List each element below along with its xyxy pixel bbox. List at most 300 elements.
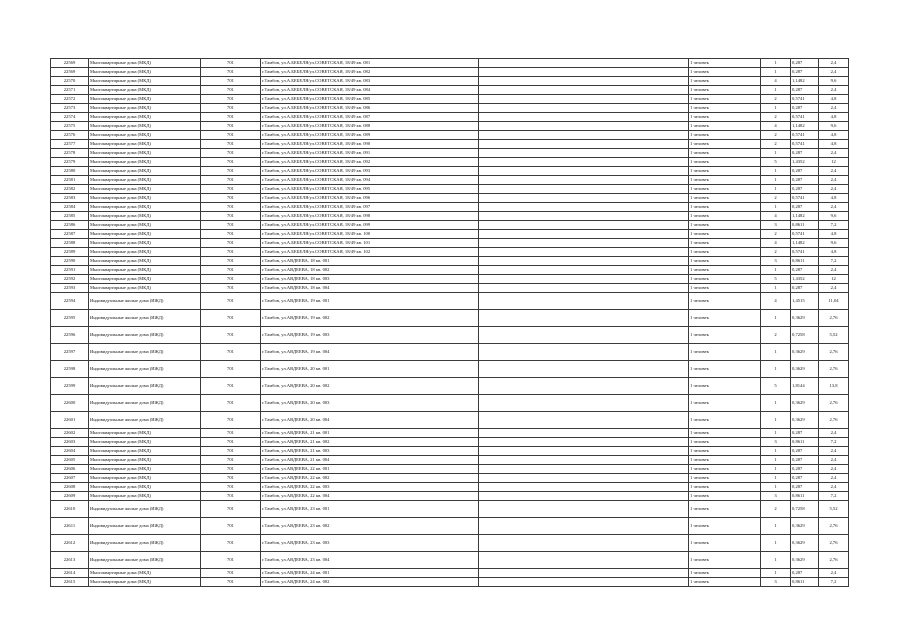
volume-cell: 2,4: [819, 429, 849, 438]
empty-cell: [479, 344, 689, 361]
code-cell: 701: [201, 248, 261, 257]
housing-type-cell: Многоквартирные дома (МКД): [89, 248, 201, 257]
row-id-cell: 22610: [51, 501, 89, 518]
volume-cell: 2,4: [819, 447, 849, 456]
empty-cell: [479, 185, 689, 194]
quantity-cell: 2: [761, 131, 791, 140]
row-id-cell: 22576: [51, 131, 89, 140]
housing-type-cell: Многоквартирные дома (МКД): [89, 104, 201, 113]
table-row: [51, 438, 849, 447]
address-cell: г.Тамбов, ул.А.БЕБЕЛЯ/ул.СОВЕТСКАЯ, 18/49 кв. 093: [261, 167, 479, 176]
unit-cell: 1 человек: [689, 275, 761, 284]
code-cell: 701: [201, 104, 261, 113]
housing-type-cell: Многоквартирные дома (МКД): [89, 158, 201, 167]
table-row: [51, 158, 849, 167]
norm-cell: 0,287: [791, 266, 819, 275]
norm-cell: 1,4352: [791, 158, 819, 167]
row-id-cell: 22608: [51, 483, 89, 492]
unit-cell: 1 человек: [689, 456, 761, 465]
norm-cell: 0,287: [791, 465, 819, 474]
housing-type-cell: Многоквартирные дома (МКД): [89, 275, 201, 284]
volume-cell: 4,8: [819, 248, 849, 257]
code-cell: 701: [201, 438, 261, 447]
empty-cell: [479, 149, 689, 158]
address-cell: г.Тамбов, ул.А.БЕБЕЛЯ/ул.СОВЕТСКАЯ, 18/49 кв. 086: [261, 104, 479, 113]
code-cell: 701: [201, 230, 261, 239]
empty-cell: [479, 239, 689, 248]
volume-cell: 9,6: [819, 122, 849, 131]
address-cell: г.Тамбов, ул.А.БЕБЕЛЯ/ул.СОВЕТСКАЯ, 18/49 кв. 089: [261, 131, 479, 140]
empty-cell: [479, 68, 689, 77]
row-id-cell: 22580: [51, 167, 89, 176]
volume-cell: 13,8: [819, 378, 849, 395]
table-row: [51, 501, 849, 518]
norm-cell: 0,287: [791, 176, 819, 185]
unit-cell: 1 человек: [689, 194, 761, 203]
code-cell: 701: [201, 176, 261, 185]
table-row: [51, 474, 849, 483]
unit-cell: 1 человек: [689, 361, 761, 378]
table-row: [51, 104, 849, 113]
row-id-cell: 22605: [51, 456, 89, 465]
unit-cell: 1 человек: [689, 95, 761, 104]
housing-type-cell: Многоквартирные дома (МКД): [89, 77, 201, 86]
empty-cell: [479, 492, 689, 501]
volume-cell: 2,4: [819, 149, 849, 158]
address-cell: г.Тамбов, ул.АВДЕЕВА, 23 кв. 003: [261, 535, 479, 552]
table-row: [51, 77, 849, 86]
volume-cell: 7,2: [819, 492, 849, 501]
unit-cell: 1 человек: [689, 113, 761, 122]
row-id-cell: 22589: [51, 248, 89, 257]
address-cell: г.Тамбов, ул.А.БЕБЕЛЯ/ул.СОВЕТСКАЯ, 18/49 кв. 084: [261, 86, 479, 95]
volume-cell: 4,8: [819, 140, 849, 149]
volume-cell: 9,6: [819, 212, 849, 221]
empty-cell: [479, 438, 689, 447]
table-row: [51, 465, 849, 474]
unit-cell: 1 человек: [689, 131, 761, 140]
address-cell: г.Тамбов, ул.А.БЕБЕЛЯ/ул.СОВЕТСКАЯ, 18/49 кв. 095: [261, 185, 479, 194]
housing-type-cell: Индивидуальные жилые дома (ИЖД): [89, 535, 201, 552]
norm-cell: 0,287: [791, 167, 819, 176]
address-cell: г.Тамбов, ул.АВДЕЕВА, 19 кв. 001: [261, 293, 479, 310]
code-cell: 701: [201, 578, 261, 587]
quantity-cell: 1: [761, 456, 791, 465]
code-cell: 701: [201, 395, 261, 412]
code-cell: 701: [201, 569, 261, 578]
empty-cell: [479, 86, 689, 95]
code-cell: 701: [201, 59, 261, 68]
volume-cell: 2,4: [819, 284, 849, 293]
quantity-cell: 1: [761, 395, 791, 412]
norm-cell: 0,3629: [791, 395, 819, 412]
housing-type-cell: Многоквартирные дома (МКД): [89, 456, 201, 465]
code-cell: 701: [201, 95, 261, 104]
row-id-cell: 22581: [51, 176, 89, 185]
quantity-cell: 1: [761, 412, 791, 429]
norm-cell: 0,3629: [791, 310, 819, 327]
row-id-cell: 22584: [51, 203, 89, 212]
code-cell: 701: [201, 275, 261, 284]
row-id-cell: 22572: [51, 95, 89, 104]
quantity-cell: 2: [761, 248, 791, 257]
table-row: [51, 185, 849, 194]
table-row: [51, 257, 849, 266]
empty-cell: [479, 569, 689, 578]
code-cell: 701: [201, 212, 261, 221]
table-row: [51, 310, 849, 327]
address-cell: г.Тамбов, ул.АВДЕЕВА, 23 кв. 004: [261, 552, 479, 569]
address-cell: г.Тамбов, ул.А.БЕБЕЛЯ/ул.СОВЕТСКАЯ, 18/49 кв. 092: [261, 158, 479, 167]
norm-cell: 1,1482: [791, 239, 819, 248]
housing-type-cell: Многоквартирные дома (МКД): [89, 266, 201, 275]
volume-cell: 4,8: [819, 113, 849, 122]
empty-cell: [479, 518, 689, 535]
quantity-cell: 3: [761, 438, 791, 447]
code-cell: 701: [201, 77, 261, 86]
unit-cell: 1 человек: [689, 412, 761, 429]
volume-cell: 2,4: [819, 203, 849, 212]
housing-type-cell: Многоквартирные дома (МКД): [89, 257, 201, 266]
quantity-cell: 1: [761, 149, 791, 158]
empty-cell: [479, 483, 689, 492]
row-id-cell: 22596: [51, 327, 89, 344]
volume-cell: 7,2: [819, 578, 849, 587]
norm-cell: 0,287: [791, 429, 819, 438]
volume-cell: 2,4: [819, 176, 849, 185]
row-id-cell: 22592: [51, 275, 89, 284]
quantity-cell: 1: [761, 518, 791, 535]
housing-type-cell: Многоквартирные дома (МКД): [89, 569, 201, 578]
code-cell: 701: [201, 122, 261, 131]
norm-cell: 0,7258: [791, 327, 819, 344]
quantity-cell: 2: [761, 113, 791, 122]
address-cell: г.Тамбов, ул.АВДЕЕВА, 20 кв. 003: [261, 395, 479, 412]
quantity-cell: 1: [761, 552, 791, 569]
records-table: [50, 58, 849, 587]
norm-cell: 1,1482: [791, 122, 819, 131]
volume-cell: 2,4: [819, 185, 849, 194]
row-id-cell: 22591: [51, 266, 89, 275]
row-id-cell: 22602: [51, 429, 89, 438]
table-row: [51, 248, 849, 257]
empty-cell: [479, 535, 689, 552]
table-row: [51, 131, 849, 140]
quantity-cell: 4: [761, 77, 791, 86]
address-cell: г.Тамбов, ул.АВДЕЕВА, 22 кв. 001: [261, 465, 479, 474]
volume-cell: 2,76: [819, 535, 849, 552]
code-cell: 701: [201, 310, 261, 327]
unit-cell: 1 человек: [689, 492, 761, 501]
table-row: [51, 95, 849, 104]
address-cell: г.Тамбов, ул.А.БЕБЕЛЯ/ул.СОВЕТСКАЯ, 18/49 кв. 081: [261, 59, 479, 68]
unit-cell: 1 человек: [689, 293, 761, 310]
volume-cell: 4,8: [819, 95, 849, 104]
table-row: [51, 167, 849, 176]
unit-cell: 1 человек: [689, 257, 761, 266]
empty-cell: [479, 203, 689, 212]
unit-cell: 1 человек: [689, 176, 761, 185]
table-row: [51, 293, 849, 310]
empty-cell: [479, 77, 689, 86]
volume-cell: 12: [819, 158, 849, 167]
address-cell: г.Тамбов, ул.АВДЕЕВА, 21 кв. 004: [261, 456, 479, 465]
volume-cell: 4,8: [819, 131, 849, 140]
quantity-cell: 3: [761, 221, 791, 230]
row-id-cell: 22611: [51, 518, 89, 535]
code-cell: 701: [201, 293, 261, 310]
housing-type-cell: Многоквартирные дома (МКД): [89, 68, 201, 77]
quantity-cell: 1: [761, 59, 791, 68]
empty-cell: [479, 122, 689, 131]
housing-type-cell: Многоквартирные дома (МКД): [89, 140, 201, 149]
table-row: [51, 344, 849, 361]
housing-type-cell: Многоквартирные дома (МКД): [89, 230, 201, 239]
address-cell: г.Тамбов, ул.АВДЕЕВА, 20 кв. 001: [261, 361, 479, 378]
volume-cell: 2,4: [819, 465, 849, 474]
volume-cell: 5,52: [819, 501, 849, 518]
housing-type-cell: Многоквартирные дома (МКД): [89, 194, 201, 203]
quantity-cell: 1: [761, 483, 791, 492]
volume-cell: 4,8: [819, 230, 849, 239]
volume-cell: 7,2: [819, 438, 849, 447]
quantity-cell: 1: [761, 535, 791, 552]
housing-type-cell: Многоквартирные дома (МКД): [89, 203, 201, 212]
code-cell: 701: [201, 221, 261, 230]
housing-type-cell: Многоквартирные дома (МКД): [89, 239, 201, 248]
norm-cell: 0,287: [791, 86, 819, 95]
address-cell: г.Тамбов, ул.АВДЕЕВА, 21 кв. 003: [261, 447, 479, 456]
empty-cell: [479, 447, 689, 456]
row-id-cell: 22578: [51, 149, 89, 158]
unit-cell: 1 человек: [689, 438, 761, 447]
table-row: [51, 429, 849, 438]
table-row: [51, 483, 849, 492]
code-cell: 701: [201, 140, 261, 149]
unit-cell: 1 человек: [689, 212, 761, 221]
volume-cell: 7,2: [819, 221, 849, 230]
housing-type-cell: Многоквартирные дома (МКД): [89, 113, 201, 122]
empty-cell: [479, 395, 689, 412]
empty-cell: [479, 167, 689, 176]
norm-cell: 0,287: [791, 104, 819, 113]
norm-cell: 0,8611: [791, 257, 819, 266]
empty-cell: [479, 113, 689, 122]
empty-cell: [479, 429, 689, 438]
quantity-cell: 1: [761, 266, 791, 275]
volume-cell: 2,4: [819, 86, 849, 95]
table-row: [51, 149, 849, 158]
empty-cell: [479, 578, 689, 587]
norm-cell: 1,4352: [791, 275, 819, 284]
volume-cell: 2,4: [819, 59, 849, 68]
quantity-cell: 1: [761, 310, 791, 327]
address-cell: г.Тамбов, ул.А.БЕБЕЛЯ/ул.СОВЕТСКАЯ, 18/49 кв. 099: [261, 221, 479, 230]
table-row: [51, 275, 849, 284]
norm-cell: 0,5741: [791, 113, 819, 122]
address-cell: г.Тамбов, ул.А.БЕБЕЛЯ/ул.СОВЕТСКАЯ, 18/49 кв. 082: [261, 68, 479, 77]
housing-type-cell: Индивидуальные жилые дома (ИЖД): [89, 361, 201, 378]
quantity-cell: 1: [761, 68, 791, 77]
empty-cell: [479, 501, 689, 518]
code-cell: 701: [201, 239, 261, 248]
unit-cell: 1 человек: [689, 569, 761, 578]
table-row: [51, 212, 849, 221]
norm-cell: 0,287: [791, 284, 819, 293]
code-cell: 701: [201, 552, 261, 569]
housing-type-cell: Индивидуальные жилые дома (ИЖД): [89, 501, 201, 518]
norm-cell: 0,3629: [791, 361, 819, 378]
quantity-cell: 3: [761, 492, 791, 501]
records-table-body: [51, 59, 849, 587]
address-cell: г.Тамбов, ул.АВДЕЕВА, 23 кв. 002: [261, 518, 479, 535]
unit-cell: 1 человек: [689, 535, 761, 552]
empty-cell: [479, 552, 689, 569]
norm-cell: 0,287: [791, 59, 819, 68]
code-cell: 701: [201, 68, 261, 77]
volume-cell: 2,4: [819, 483, 849, 492]
quantity-cell: 1: [761, 284, 791, 293]
row-id-cell: 22571: [51, 86, 89, 95]
address-cell: г.Тамбов, ул.АВДЕЕВА, 22 кв. 004: [261, 492, 479, 501]
empty-cell: [479, 293, 689, 310]
unit-cell: 1 человек: [689, 221, 761, 230]
quantity-cell: 1: [761, 465, 791, 474]
table-row: [51, 194, 849, 203]
quantity-cell: 2: [761, 501, 791, 518]
row-id-cell: 22569: [51, 68, 89, 77]
unit-cell: 1 человек: [689, 158, 761, 167]
volume-cell: 2,4: [819, 68, 849, 77]
row-id-cell: 22615: [51, 578, 89, 587]
code-cell: 701: [201, 284, 261, 293]
address-cell: г.Тамбов, ул.АВДЕЕВА, 19 кв. 003: [261, 327, 479, 344]
code-cell: 701: [201, 257, 261, 266]
address-cell: г.Тамбов, ул.АВДЕЕВА, 18 кв. 003: [261, 275, 479, 284]
housing-type-cell: Многоквартирные дома (МКД): [89, 429, 201, 438]
norm-cell: 0,287: [791, 185, 819, 194]
quantity-cell: 3: [761, 578, 791, 587]
row-id-cell: 22603: [51, 438, 89, 447]
row-id-cell: 22574: [51, 113, 89, 122]
unit-cell: 1 человек: [689, 284, 761, 293]
housing-type-cell: Многоквартирные дома (МКД): [89, 438, 201, 447]
table-row: [51, 378, 849, 395]
unit-cell: 1 человек: [689, 203, 761, 212]
unit-cell: 1 человек: [689, 104, 761, 113]
table-row: [51, 239, 849, 248]
address-cell: г.Тамбов, ул.А.БЕБЕЛЯ/ул.СОВЕТСКАЯ, 18/49 кв. 094: [261, 176, 479, 185]
empty-cell: [479, 248, 689, 257]
unit-cell: 1 человек: [689, 239, 761, 248]
unit-cell: 1 человек: [689, 578, 761, 587]
unit-cell: 1 человек: [689, 474, 761, 483]
empty-cell: [479, 230, 689, 239]
quantity-cell: 1: [761, 344, 791, 361]
norm-cell: 1,1482: [791, 77, 819, 86]
code-cell: 701: [201, 429, 261, 438]
housing-type-cell: Индивидуальные жилые дома (ИЖД): [89, 395, 201, 412]
volume-cell: 2,76: [819, 361, 849, 378]
volume-cell: 2,76: [819, 518, 849, 535]
volume-cell: 2,76: [819, 412, 849, 429]
table-row: [51, 122, 849, 131]
row-id-cell: 22597: [51, 344, 89, 361]
norm-cell: 0,3629: [791, 344, 819, 361]
row-id-cell: 22587: [51, 230, 89, 239]
volume-cell: 5,52: [819, 327, 849, 344]
norm-cell: 1,4515: [791, 293, 819, 310]
address-cell: г.Тамбов, ул.А.БЕБЕЛЯ/ул.СОВЕТСКАЯ, 18/49 кв. 096: [261, 194, 479, 203]
quantity-cell: 1: [761, 176, 791, 185]
housing-type-cell: Многоквартирные дома (МКД): [89, 447, 201, 456]
address-cell: г.Тамбов, ул.А.БЕБЕЛЯ/ул.СОВЕТСКАЯ, 18/49 кв. 097: [261, 203, 479, 212]
unit-cell: 1 человек: [689, 429, 761, 438]
norm-cell: 0,8611: [791, 492, 819, 501]
unit-cell: 1 человек: [689, 77, 761, 86]
address-cell: г.Тамбов, ул.А.БЕБЕЛЯ/ул.СОВЕТСКАЯ, 18/49 кв. 088: [261, 122, 479, 131]
address-cell: г.Тамбов, ул.АВДЕЕВА, 18 кв. 002: [261, 266, 479, 275]
empty-cell: [479, 59, 689, 68]
empty-cell: [479, 104, 689, 113]
quantity-cell: 1: [761, 167, 791, 176]
empty-cell: [479, 412, 689, 429]
table-row: [51, 176, 849, 185]
row-id-cell: 22598: [51, 361, 89, 378]
code-cell: 701: [201, 158, 261, 167]
row-id-cell: 22604: [51, 447, 89, 456]
row-id-cell: 22613: [51, 552, 89, 569]
quantity-cell: 1: [761, 447, 791, 456]
row-id-cell: 22601: [51, 412, 89, 429]
table-row: [51, 59, 849, 68]
empty-cell: [479, 456, 689, 465]
volume-cell: 11,04: [819, 293, 849, 310]
housing-type-cell: Многоквартирные дома (МКД): [89, 465, 201, 474]
address-cell: г.Тамбов, ул.АВДЕЕВА, 20 кв. 002: [261, 378, 479, 395]
quantity-cell: 3: [761, 257, 791, 266]
code-cell: 701: [201, 131, 261, 140]
table-row: [51, 518, 849, 535]
code-cell: 701: [201, 474, 261, 483]
address-cell: г.Тамбов, ул.А.БЕБЕЛЯ/ул.СОВЕТСКАЯ, 18/49 кв. 087: [261, 113, 479, 122]
volume-cell: 2,76: [819, 310, 849, 327]
table-row: [51, 535, 849, 552]
row-id-cell: 22612: [51, 535, 89, 552]
address-cell: г.Тамбов, ул.АВДЕЕВА, 19 кв. 004: [261, 344, 479, 361]
table-row: [51, 266, 849, 275]
housing-type-cell: Индивидуальные жилые дома (ИЖД): [89, 310, 201, 327]
table-row: [51, 447, 849, 456]
row-id-cell: 22606: [51, 465, 89, 474]
norm-cell: 1,8144: [791, 378, 819, 395]
quantity-cell: 2: [761, 194, 791, 203]
quantity-cell: 4: [761, 122, 791, 131]
quantity-cell: 1: [761, 361, 791, 378]
table-row: [51, 412, 849, 429]
empty-cell: [479, 465, 689, 474]
norm-cell: 0,287: [791, 447, 819, 456]
row-id-cell: 22585: [51, 212, 89, 221]
code-cell: 701: [201, 344, 261, 361]
code-cell: 701: [201, 203, 261, 212]
volume-cell: 2,4: [819, 167, 849, 176]
row-id-cell: 22583: [51, 194, 89, 203]
norm-cell: 0,5741: [791, 95, 819, 104]
norm-cell: 0,287: [791, 68, 819, 77]
empty-cell: [479, 361, 689, 378]
address-cell: г.Тамбов, ул.А.БЕБЕЛЯ/ул.СОВЕТСКАЯ, 18/49 кв. 100: [261, 230, 479, 239]
